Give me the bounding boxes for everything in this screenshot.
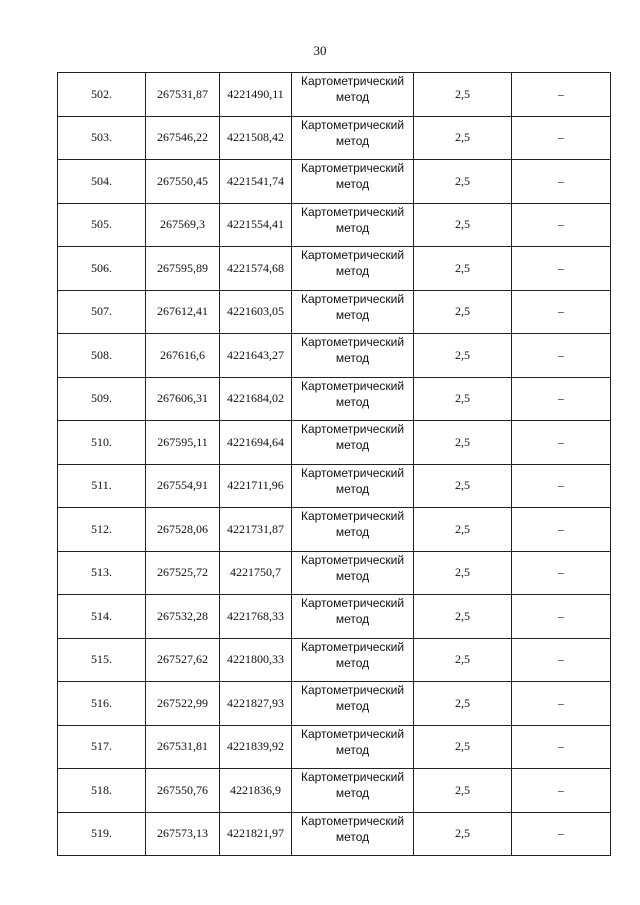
method-cell bbox=[292, 812, 414, 856]
y-coordinate: 4221554,41 bbox=[220, 203, 292, 247]
point-number: 515. bbox=[58, 638, 146, 682]
accuracy-value: 2,5 bbox=[414, 377, 512, 421]
y-coordinate: 4221800,33 bbox=[220, 638, 292, 682]
note-dash: – bbox=[512, 812, 611, 856]
note-dash: – bbox=[512, 769, 611, 813]
method-cell bbox=[292, 551, 414, 595]
method-line-1: Картометрический bbox=[300, 248, 405, 263]
table-row bbox=[58, 421, 611, 465]
x-coordinate: 267532,28 bbox=[146, 595, 220, 639]
x-coordinate: 267606,31 bbox=[146, 377, 220, 421]
point-number: 504. bbox=[58, 160, 146, 204]
accuracy-value: 2,5 bbox=[414, 116, 512, 160]
method-line-2: метод bbox=[335, 90, 370, 105]
point-number: 506. bbox=[58, 247, 146, 291]
point-number: 509. bbox=[58, 377, 146, 421]
y-coordinate: 4221711,96 bbox=[220, 464, 292, 508]
method-line-2: метод bbox=[335, 220, 370, 235]
y-coordinate: 4221750,7 bbox=[220, 551, 292, 595]
table-row bbox=[58, 508, 611, 552]
method-line-2: метод bbox=[335, 786, 370, 801]
accuracy-value: 2,5 bbox=[414, 638, 512, 682]
method-line-1: Картометрический bbox=[300, 770, 405, 785]
accuracy-value: 2,5 bbox=[414, 160, 512, 204]
method-cell bbox=[292, 682, 414, 726]
method-cell bbox=[292, 421, 414, 465]
table-row bbox=[58, 725, 611, 769]
method-line-2: метод bbox=[335, 481, 370, 496]
point-number: 519. bbox=[58, 812, 146, 856]
y-coordinate: 4221490,11 bbox=[220, 73, 292, 117]
note-dash: – bbox=[512, 682, 611, 726]
y-coordinate: 4221574,68 bbox=[220, 247, 292, 291]
x-coordinate: 267595,11 bbox=[146, 421, 220, 465]
y-coordinate: 4221821,97 bbox=[220, 812, 292, 856]
point-number: 510. bbox=[58, 421, 146, 465]
note-dash: – bbox=[512, 73, 611, 117]
y-coordinate: 4221541,74 bbox=[220, 160, 292, 204]
accuracy-value: 2,5 bbox=[414, 247, 512, 291]
note-dash: – bbox=[512, 595, 611, 639]
note-dash: – bbox=[512, 725, 611, 769]
y-coordinate: 4221836,9 bbox=[220, 769, 292, 813]
y-coordinate: 4221508,42 bbox=[220, 116, 292, 160]
accuracy-value: 2,5 bbox=[414, 812, 512, 856]
note-dash: – bbox=[512, 377, 611, 421]
note-dash: – bbox=[512, 464, 611, 508]
method-cell bbox=[292, 290, 414, 334]
table-row bbox=[58, 290, 611, 334]
accuracy-value: 2,5 bbox=[414, 421, 512, 465]
method-line-1: Картометрический bbox=[300, 552, 405, 567]
accuracy-value: 2,5 bbox=[414, 595, 512, 639]
table-row bbox=[58, 203, 611, 247]
method-line-2: метод bbox=[335, 568, 370, 583]
x-coordinate: 267569,3 bbox=[146, 203, 220, 247]
note-dash: – bbox=[512, 421, 611, 465]
method-line-1: Картометрический bbox=[300, 335, 405, 350]
method-line-2: метод bbox=[335, 394, 370, 409]
x-coordinate: 267546,22 bbox=[146, 116, 220, 160]
table-row bbox=[58, 377, 611, 421]
point-number: 517. bbox=[58, 725, 146, 769]
table-row bbox=[58, 682, 611, 726]
page-number: 30 bbox=[313, 43, 327, 58]
y-coordinate: 4221684,02 bbox=[220, 377, 292, 421]
table-row bbox=[58, 116, 611, 160]
y-coordinate: 4221603,05 bbox=[220, 290, 292, 334]
note-dash: – bbox=[512, 116, 611, 160]
method-line-1: Картометрический bbox=[300, 161, 405, 176]
method-cell bbox=[292, 769, 414, 813]
coordinates-table-body bbox=[58, 73, 611, 856]
table-row bbox=[58, 334, 611, 378]
table-row bbox=[58, 73, 611, 117]
accuracy-value: 2,5 bbox=[414, 551, 512, 595]
table-row bbox=[58, 812, 611, 856]
note-dash: – bbox=[512, 638, 611, 682]
method-line-1: Картометрический bbox=[300, 813, 405, 828]
note-dash: – bbox=[512, 160, 611, 204]
method-line-2: метод bbox=[335, 699, 370, 714]
method-line-2: метод bbox=[335, 264, 370, 279]
point-number: 505. bbox=[58, 203, 146, 247]
method-cell bbox=[292, 116, 414, 160]
y-coordinate: 4221731,87 bbox=[220, 508, 292, 552]
method-line-1: Картометрический bbox=[300, 683, 405, 698]
y-coordinate: 4221768,33 bbox=[220, 595, 292, 639]
table-row bbox=[58, 769, 611, 813]
method-line-1: Картометрический bbox=[300, 639, 405, 654]
x-coordinate: 267531,81 bbox=[146, 725, 220, 769]
accuracy-value: 2,5 bbox=[414, 290, 512, 334]
method-cell bbox=[292, 464, 414, 508]
method-line-1: Картометрический bbox=[300, 422, 405, 437]
x-coordinate: 267522,99 bbox=[146, 682, 220, 726]
note-dash: – bbox=[512, 203, 611, 247]
method-cell bbox=[292, 334, 414, 378]
accuracy-value: 2,5 bbox=[414, 73, 512, 117]
method-line-2: метод bbox=[335, 525, 370, 540]
accuracy-value: 2,5 bbox=[414, 464, 512, 508]
table-row bbox=[58, 551, 611, 595]
y-coordinate: 4221827,93 bbox=[220, 682, 292, 726]
table-row bbox=[58, 638, 611, 682]
method-cell bbox=[292, 73, 414, 117]
table-row bbox=[58, 595, 611, 639]
x-coordinate: 267550,45 bbox=[146, 160, 220, 204]
method-line-1: Картометрический bbox=[300, 291, 405, 306]
x-coordinate: 267616,6 bbox=[146, 334, 220, 378]
note-dash: – bbox=[512, 551, 611, 595]
table-row bbox=[58, 464, 611, 508]
y-coordinate: 4221643,27 bbox=[220, 334, 292, 378]
note-dash: – bbox=[512, 290, 611, 334]
table-row bbox=[58, 247, 611, 291]
x-coordinate: 267527,62 bbox=[146, 638, 220, 682]
accuracy-value: 2,5 bbox=[414, 508, 512, 552]
method-line-2: метод bbox=[335, 177, 370, 192]
method-line-2: метод bbox=[335, 133, 370, 148]
accuracy-value: 2,5 bbox=[414, 682, 512, 726]
method-cell bbox=[292, 160, 414, 204]
method-line-1: Картометрический bbox=[300, 204, 405, 219]
method-line-1: Картометрический bbox=[300, 509, 405, 524]
method-line-2: метод bbox=[335, 612, 370, 627]
y-coordinate: 4221694,64 bbox=[220, 421, 292, 465]
point-number: 514. bbox=[58, 595, 146, 639]
method-line-2: метод bbox=[335, 307, 370, 322]
note-dash: – bbox=[512, 334, 611, 378]
accuracy-value: 2,5 bbox=[414, 334, 512, 378]
method-cell bbox=[292, 203, 414, 247]
x-coordinate: 267554,91 bbox=[146, 464, 220, 508]
method-line-1: Картометрический bbox=[300, 465, 405, 480]
point-number: 512. bbox=[58, 508, 146, 552]
x-coordinate: 267528,06 bbox=[146, 508, 220, 552]
note-dash: – bbox=[512, 508, 611, 552]
point-number: 516. bbox=[58, 682, 146, 726]
point-number: 507. bbox=[58, 290, 146, 334]
method-cell bbox=[292, 595, 414, 639]
x-coordinate: 267573,13 bbox=[146, 812, 220, 856]
x-coordinate: 267525,72 bbox=[146, 551, 220, 595]
method-line-1: Картометрический bbox=[300, 378, 405, 393]
accuracy-value: 2,5 bbox=[414, 769, 512, 813]
accuracy-value: 2,5 bbox=[414, 203, 512, 247]
method-cell bbox=[292, 508, 414, 552]
method-line-2: метод bbox=[335, 655, 370, 670]
method-line-2: метод bbox=[335, 829, 370, 844]
point-number: 518. bbox=[58, 769, 146, 813]
method-line-1: Картометрический bbox=[300, 117, 405, 132]
method-line-1: Картометрический bbox=[300, 726, 405, 741]
method-line-1: Картометрический bbox=[300, 596, 405, 611]
point-number: 502. bbox=[58, 73, 146, 117]
method-cell bbox=[292, 638, 414, 682]
method-cell bbox=[292, 725, 414, 769]
point-number: 511. bbox=[58, 464, 146, 508]
point-number: 508. bbox=[58, 334, 146, 378]
method-cell bbox=[292, 377, 414, 421]
x-coordinate: 267612,41 bbox=[146, 290, 220, 334]
method-line-1: Картометрический bbox=[300, 74, 405, 89]
method-line-2: метод bbox=[335, 438, 370, 453]
coordinates-table bbox=[57, 72, 611, 856]
x-coordinate: 267531,87 bbox=[146, 73, 220, 117]
table-row bbox=[58, 160, 611, 204]
note-dash: – bbox=[512, 247, 611, 291]
x-coordinate: 267550,76 bbox=[146, 769, 220, 813]
x-coordinate: 267595,89 bbox=[146, 247, 220, 291]
method-line-2: метод bbox=[335, 742, 370, 757]
method-line-2: метод bbox=[335, 351, 370, 366]
point-number: 513. bbox=[58, 551, 146, 595]
y-coordinate: 4221839,92 bbox=[220, 725, 292, 769]
point-number: 503. bbox=[58, 116, 146, 160]
method-cell bbox=[292, 247, 414, 291]
accuracy-value: 2,5 bbox=[414, 725, 512, 769]
